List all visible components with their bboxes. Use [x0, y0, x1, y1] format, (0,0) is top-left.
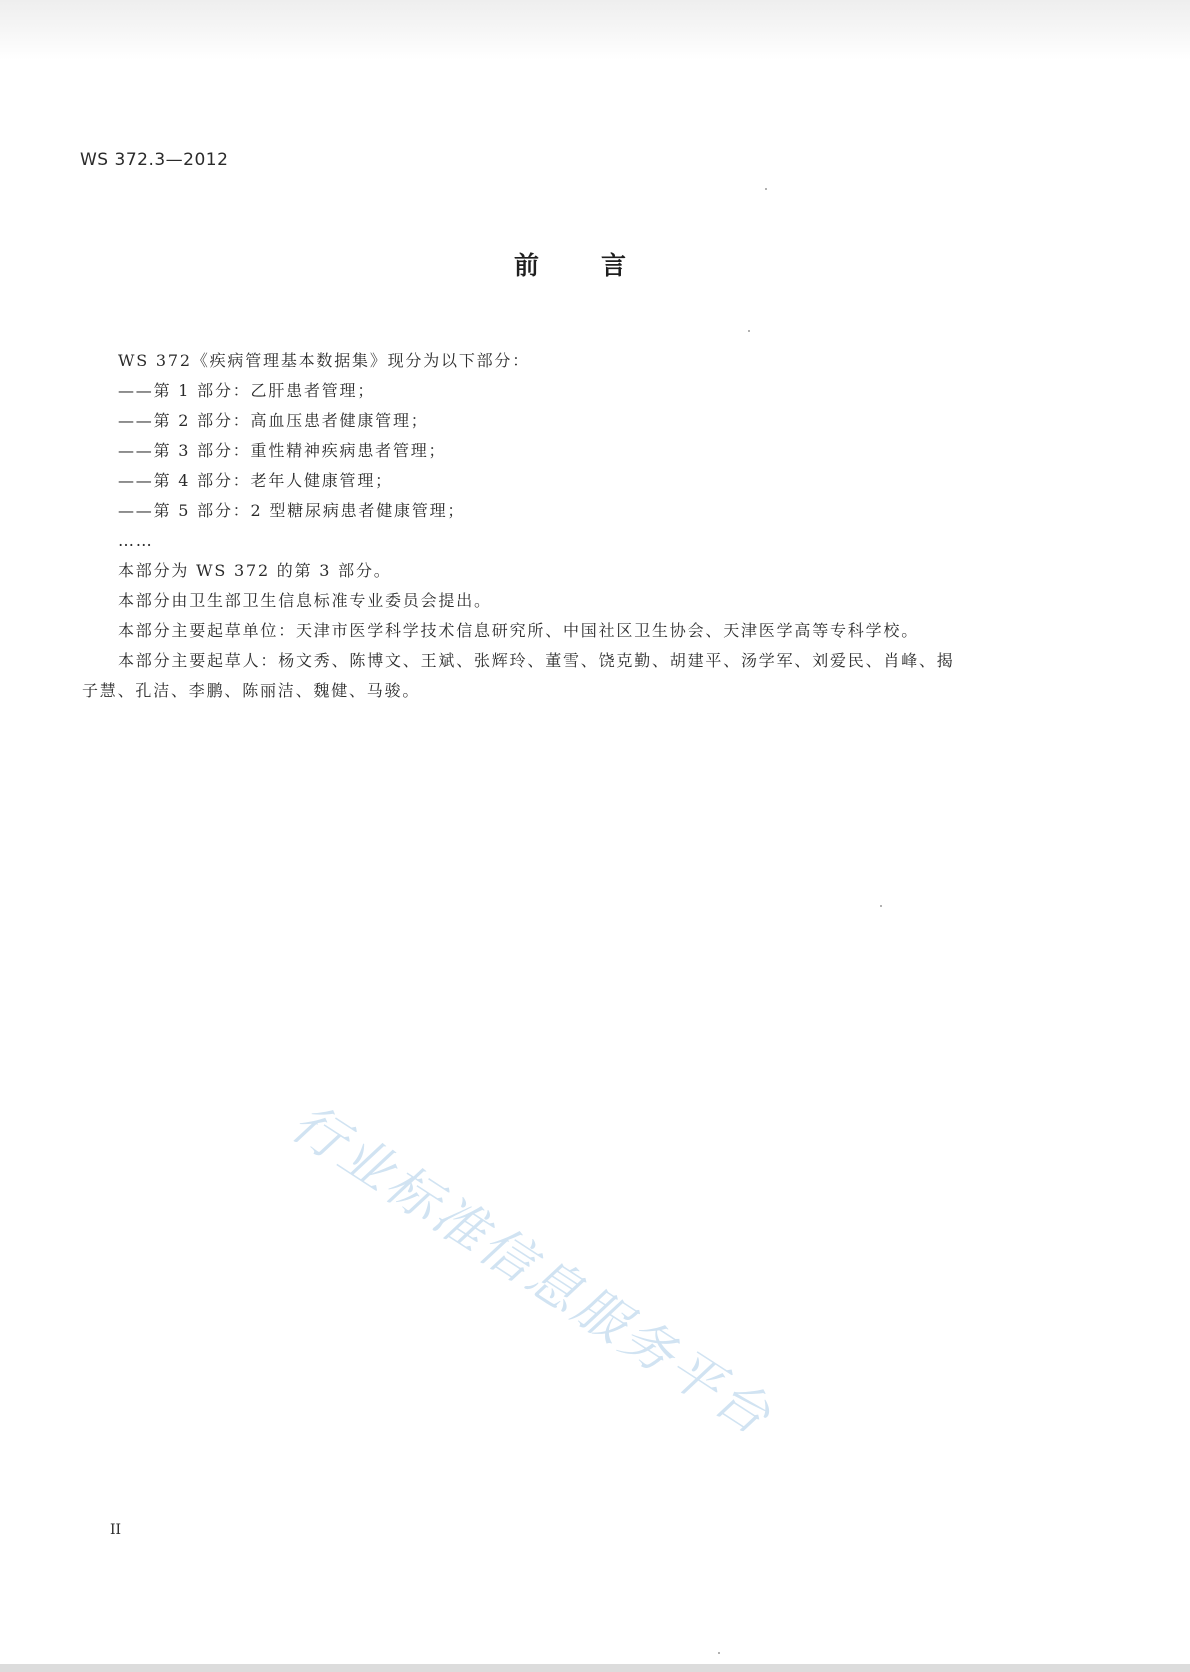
scan-speck: [718, 1652, 720, 1654]
part-item-4: ——第 4 部分：老年人健康管理；: [118, 471, 393, 490]
page-title: [0, 246, 1140, 282]
paragraph-part-statement: 本部分为 WS 372 的第 3 部分。: [118, 561, 392, 580]
scan-bottom-edge: [0, 1664, 1190, 1672]
paragraph-drafters: 本部分主要起草人：杨文秀、陈博文、王斌、张辉玲、董雪、饶克勤、胡建平、汤学军、刘爱民、肖峰、揭子慧、孔洁、李鹏、陈丽洁、魏健、马骏。: [82, 651, 955, 700]
part-item-1: ——第 1 部分：乙肝患者管理；: [118, 381, 376, 400]
part-item-2: ——第 2 部分：高血压患者健康管理；: [118, 411, 429, 430]
scan-speck: [765, 188, 767, 190]
foreword-body: [82, 346, 962, 706]
page-number: II: [110, 1522, 122, 1538]
paragraph-drafting-units: 本部分主要起草单位：天津市医学科学技术信息研究所、中国社区卫生协会、天津医学高等专科学校。: [118, 621, 920, 640]
scan-top-shadow: [0, 0, 1190, 60]
scan-speck: [880, 905, 882, 907]
watermark-text: 行业标准信息服务平台: [280, 1092, 784, 1449]
paragraph-proposer: 本部分由卫生部卫生信息标准专业委员会提出。: [118, 591, 492, 610]
title-char-2: 言: [601, 251, 627, 280]
ellipsis-line: ……: [118, 531, 154, 550]
part-item-5: ——第 5 部分：2 型糖尿病患者健康管理；: [118, 501, 466, 520]
scan-speck: [748, 330, 750, 332]
document-code: WS 372.3—2012: [80, 150, 229, 170]
part-item-3: ——第 3 部分：重性精神疾病患者管理；: [118, 441, 447, 460]
intro-line: WS 372《疾病管理基本数据集》现分为以下部分：: [118, 351, 531, 370]
title-char-1: 前: [513, 251, 539, 280]
